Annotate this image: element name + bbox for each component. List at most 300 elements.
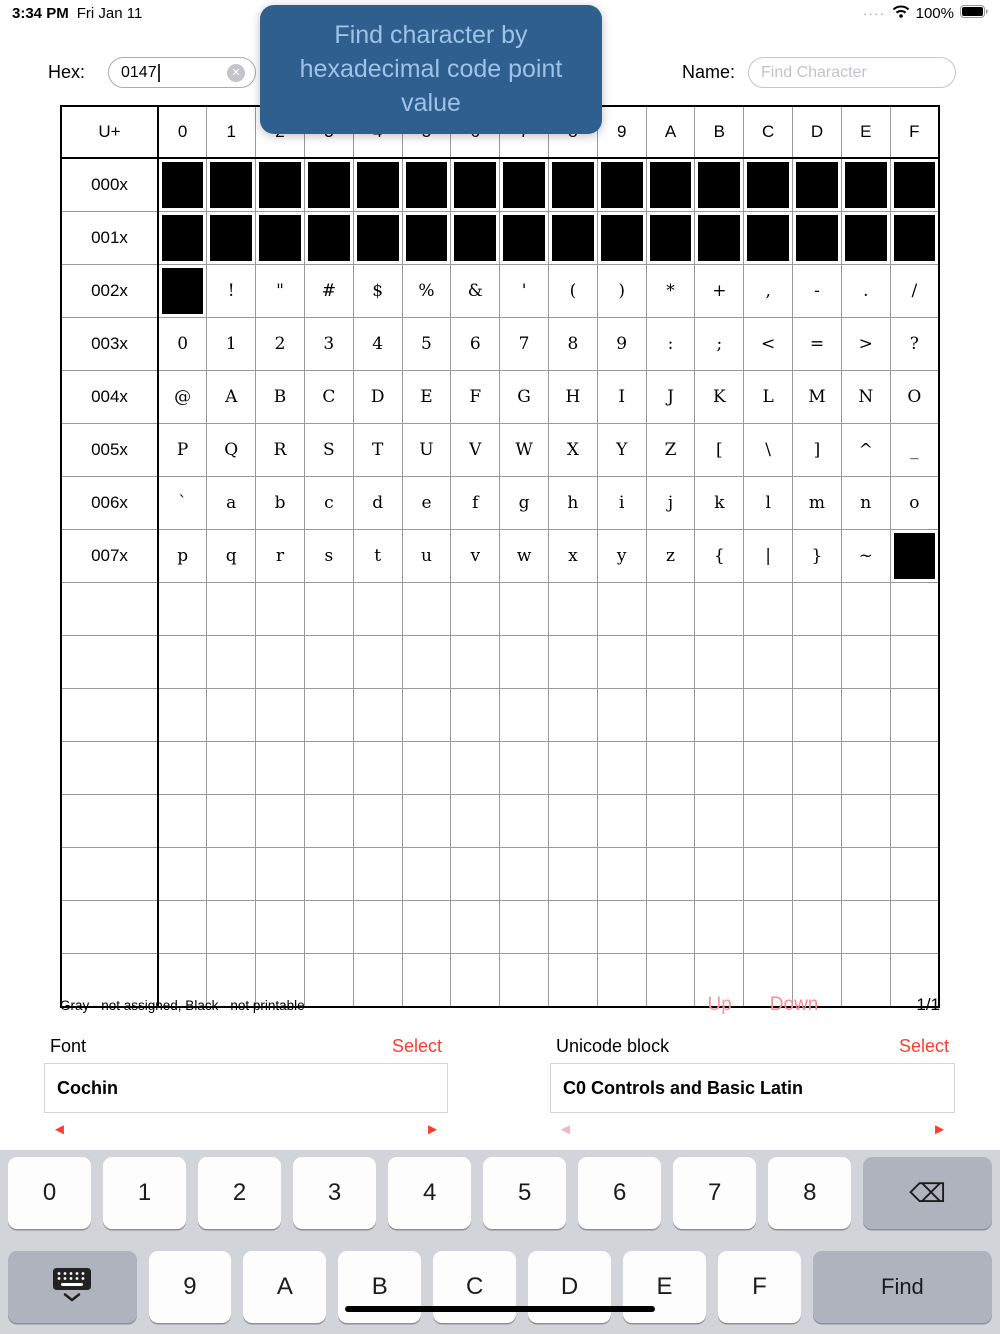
black-square	[894, 162, 935, 208]
empty-cell	[793, 795, 842, 848]
char-cell[interactable]: q	[207, 530, 256, 583]
char-cell[interactable]: *	[646, 265, 695, 318]
char-cell[interactable]: Y	[597, 424, 646, 477]
row-label	[61, 636, 158, 689]
not-printable-cell[interactable]	[841, 158, 890, 212]
char-cell[interactable]: 7	[500, 318, 549, 371]
row-label: 007x	[61, 530, 158, 583]
empty-cell	[353, 795, 402, 848]
char-cell[interactable]: =	[793, 318, 842, 371]
keyboard-dismiss-icon	[49, 1266, 95, 1309]
not-printable-cell[interactable]	[500, 212, 549, 265]
char-cell[interactable]: e	[402, 477, 451, 530]
empty-cell	[793, 848, 842, 901]
row-label	[61, 583, 158, 636]
char-cell[interactable]: x	[549, 530, 598, 583]
battery-percent: 100%	[915, 4, 954, 22]
empty-cell	[353, 636, 402, 689]
empty-cell	[256, 848, 305, 901]
empty-cell	[304, 901, 353, 954]
not-printable-cell[interactable]	[158, 212, 207, 265]
font-prev-icon[interactable]: ◄	[52, 1121, 67, 1138]
empty-cell	[695, 901, 744, 954]
char-cell[interactable]: %	[402, 265, 451, 318]
char-cell[interactable]: /	[890, 265, 939, 318]
char-cell[interactable]: j	[646, 477, 695, 530]
char-cell[interactable]: >	[841, 318, 890, 371]
block-select-button[interactable]: Select	[898, 1036, 949, 1056]
block-prev-icon[interactable]: ◄	[558, 1121, 573, 1138]
empty-cell	[890, 689, 939, 742]
table-row	[61, 212, 939, 265]
block-value-box[interactable]	[550, 1063, 955, 1113]
font-value-box[interactable]	[44, 1063, 448, 1113]
char-cell[interactable]: ?	[890, 318, 939, 371]
char-cell[interactable]: y	[597, 530, 646, 583]
black-square	[796, 162, 838, 208]
char-cell[interactable]: ~	[841, 530, 890, 583]
char-cell[interactable]: +	[695, 265, 744, 318]
empty-cell	[744, 795, 793, 848]
empty-cell	[597, 742, 646, 795]
empty-cell	[402, 848, 451, 901]
char-cell[interactable]: 1	[207, 318, 256, 371]
char-cell[interactable]: r	[256, 530, 305, 583]
table-row-empty	[61, 636, 939, 689]
not-printable-cell[interactable]	[451, 158, 500, 212]
char-cell[interactable]: ]	[793, 424, 842, 477]
black-square	[308, 215, 350, 261]
not-printable-cell[interactable]	[304, 212, 353, 265]
char-cell[interactable]: T	[353, 424, 402, 477]
empty-cell	[597, 848, 646, 901]
black-square	[162, 268, 203, 314]
empty-cell	[353, 583, 402, 636]
keyboard-row-1	[8, 1157, 992, 1229]
char-cell[interactable]: Q	[207, 424, 256, 477]
table-row-empty	[61, 583, 939, 636]
char-cell[interactable]: :	[646, 318, 695, 371]
block-picker	[550, 1036, 955, 1138]
row-label	[61, 901, 158, 954]
char-cell[interactable]: 0	[158, 318, 207, 371]
black-square	[259, 162, 301, 208]
char-cell[interactable]: $	[353, 265, 402, 318]
char-cell[interactable]: Z	[646, 424, 695, 477]
key-6[interactable]: 6	[578, 1157, 661, 1229]
tooltip-text: Find character by hexadecimal code point value	[299, 21, 563, 117]
char-cell[interactable]: F	[451, 371, 500, 424]
not-printable-cell[interactable]	[353, 158, 402, 212]
char-cell[interactable]: 4	[353, 318, 402, 371]
empty-cell	[841, 848, 890, 901]
not-printable-cell[interactable]	[549, 212, 598, 265]
char-cell[interactable]: k	[695, 477, 744, 530]
empty-cell	[597, 795, 646, 848]
black-square	[357, 215, 399, 261]
empty-cell	[158, 636, 207, 689]
not-printable-cell[interactable]	[353, 212, 402, 265]
empty-cell	[841, 795, 890, 848]
not-printable-cell[interactable]	[402, 212, 451, 265]
char-cell[interactable]: s	[304, 530, 353, 583]
key-2[interactable]: 2	[198, 1157, 281, 1229]
char-cell[interactable]: 5	[402, 318, 451, 371]
char-cell[interactable]: z	[646, 530, 695, 583]
char-cell[interactable]: p	[158, 530, 207, 583]
not-printable-cell[interactable]	[597, 158, 646, 212]
key-B[interactable]: B	[338, 1251, 421, 1323]
char-cell[interactable]: {	[695, 530, 744, 583]
black-square	[162, 162, 203, 208]
not-printable-cell[interactable]	[207, 158, 256, 212]
black-square	[845, 162, 887, 208]
find-key[interactable]: Find	[813, 1251, 992, 1323]
empty-cell	[451, 742, 500, 795]
empty-cell	[451, 795, 500, 848]
key-0[interactable]: 0	[8, 1157, 91, 1229]
row-label	[61, 742, 158, 795]
black-square	[650, 215, 692, 261]
font-select-button[interactable]: Select	[391, 1036, 442, 1056]
char-cell[interactable]: t	[353, 530, 402, 583]
key-A[interactable]: A	[243, 1251, 326, 1323]
char-cell[interactable]: d	[353, 477, 402, 530]
font-label: Font	[50, 1036, 87, 1056]
col-header-1: 1	[207, 106, 256, 158]
char-cell[interactable]: \	[744, 424, 793, 477]
cellular-signal-icon: ∙∙∙∙	[863, 5, 886, 21]
char-cell[interactable]: l	[744, 477, 793, 530]
char-cell[interactable]: |	[744, 530, 793, 583]
empty-cell	[500, 848, 549, 901]
empty-cell	[646, 901, 695, 954]
char-cell[interactable]: `	[158, 477, 207, 530]
char-cell[interactable]: L	[744, 371, 793, 424]
table-row-empty	[61, 848, 939, 901]
hex-search-tooltip	[260, 5, 602, 134]
char-cell[interactable]: A	[207, 371, 256, 424]
empty-cell	[793, 689, 842, 742]
char-cell[interactable]: _	[890, 424, 939, 477]
table-row-empty	[61, 689, 939, 742]
char-cell[interactable]: g	[500, 477, 549, 530]
empty-cell	[304, 848, 353, 901]
empty-cell	[207, 636, 256, 689]
black-square	[552, 215, 594, 261]
font-value: Cochin	[57, 1077, 118, 1098]
not-printable-cell[interactable]	[695, 212, 744, 265]
home-indicator[interactable]	[345, 1306, 655, 1312]
not-printable-cell[interactable]	[207, 212, 256, 265]
char-cell[interactable]: &	[451, 265, 500, 318]
table-row-empty	[61, 901, 939, 954]
char-cell[interactable]: f	[451, 477, 500, 530]
not-printable-cell[interactable]	[256, 158, 305, 212]
key-9[interactable]: 9	[149, 1251, 232, 1323]
row-label: 002x	[61, 265, 158, 318]
empty-cell	[646, 742, 695, 795]
empty-cell	[890, 742, 939, 795]
key-1[interactable]: 1	[103, 1157, 186, 1229]
char-cell[interactable]: u	[402, 530, 451, 583]
char-cell[interactable]: h	[549, 477, 598, 530]
char-cell[interactable]: m	[793, 477, 842, 530]
char-cell[interactable]: ^	[841, 424, 890, 477]
not-printable-cell[interactable]	[646, 212, 695, 265]
char-cell[interactable]: b	[256, 477, 305, 530]
black-square	[406, 215, 448, 261]
char-cell[interactable]: R	[256, 424, 305, 477]
not-printable-cell[interactable]	[744, 158, 793, 212]
not-printable-cell[interactable]	[793, 158, 842, 212]
char-cell[interactable]: .	[841, 265, 890, 318]
char-cell[interactable]: 2	[256, 318, 305, 371]
not-printable-cell[interactable]	[841, 212, 890, 265]
page-down-button[interactable]: Down	[769, 994, 819, 1015]
char-cell[interactable]: O	[890, 371, 939, 424]
char-cell[interactable]: D	[353, 371, 402, 424]
char-cell[interactable]: V	[451, 424, 500, 477]
table-row	[61, 265, 939, 318]
key-E[interactable]: E	[623, 1251, 706, 1323]
clear-icon[interactable]: ✕	[227, 64, 245, 82]
status-left	[12, 5, 142, 22]
char-cell[interactable]: )	[597, 265, 646, 318]
key-4[interactable]: 4	[388, 1157, 471, 1229]
key-D[interactable]: D	[528, 1251, 611, 1323]
not-printable-cell[interactable]	[158, 158, 207, 212]
empty-cell	[646, 583, 695, 636]
block-next-icon[interactable]: ►	[932, 1121, 947, 1138]
black-square	[698, 215, 740, 261]
empty-cell	[841, 689, 890, 742]
empty-cell	[256, 689, 305, 742]
corner-header: U+	[61, 106, 158, 158]
key-5[interactable]: 5	[483, 1157, 566, 1229]
empty-cell	[646, 689, 695, 742]
key-8[interactable]: 8	[768, 1157, 851, 1229]
hex-input[interactable]	[108, 57, 256, 88]
not-printable-cell[interactable]	[646, 158, 695, 212]
char-cell[interactable]: 6	[451, 318, 500, 371]
keyboard-row-2	[8, 1251, 992, 1323]
empty-cell	[451, 901, 500, 954]
name-input[interactable]	[748, 57, 956, 88]
char-cell[interactable]: @	[158, 371, 207, 424]
black-square	[210, 162, 252, 208]
char-cell[interactable]: C	[304, 371, 353, 424]
char-cell[interactable]: G	[500, 371, 549, 424]
row-label: 003x	[61, 318, 158, 371]
char-cell[interactable]: X	[549, 424, 598, 477]
not-printable-cell[interactable]	[890, 158, 939, 212]
empty-cell	[402, 795, 451, 848]
not-printable-cell[interactable]	[304, 158, 353, 212]
empty-cell	[353, 689, 402, 742]
key-C[interactable]: C	[433, 1251, 516, 1323]
black-square	[747, 215, 789, 261]
empty-cell	[402, 636, 451, 689]
row-label: 000x	[61, 158, 158, 212]
empty-cell	[646, 636, 695, 689]
char-cell[interactable]: S	[304, 424, 353, 477]
backspace-key[interactable]	[863, 1157, 992, 1229]
char-cell[interactable]: 8	[549, 318, 598, 371]
name-label: Name:	[682, 62, 736, 82]
empty-cell	[158, 848, 207, 901]
empty-cell	[597, 901, 646, 954]
char-cell[interactable]: 9	[597, 318, 646, 371]
char-cell[interactable]: ,	[744, 265, 793, 318]
row-label	[61, 689, 158, 742]
empty-cell	[451, 689, 500, 742]
char-cell[interactable]: B	[256, 371, 305, 424]
empty-cell	[890, 636, 939, 689]
table-row-empty	[61, 742, 939, 795]
hex-value: 0147	[121, 63, 157, 81]
char-cell[interactable]: [	[695, 424, 744, 477]
empty-cell	[744, 901, 793, 954]
page-up-button[interactable]: Up	[707, 994, 732, 1015]
black-square	[503, 162, 545, 208]
empty-cell	[890, 848, 939, 901]
not-printable-cell[interactable]	[744, 212, 793, 265]
not-printable-cell[interactable]	[549, 158, 598, 212]
char-cell[interactable]: "	[256, 265, 305, 318]
black-square	[894, 533, 935, 579]
col-header-0: 0	[158, 106, 207, 158]
empty-cell	[353, 742, 402, 795]
char-cell[interactable]: c	[304, 477, 353, 530]
not-printable-cell[interactable]	[695, 158, 744, 212]
black-square	[162, 215, 203, 261]
char-cell[interactable]: U	[402, 424, 451, 477]
empty-cell	[158, 689, 207, 742]
char-cell[interactable]: o	[890, 477, 939, 530]
empty-cell	[695, 795, 744, 848]
char-cell[interactable]: N	[841, 371, 890, 424]
empty-cell	[597, 636, 646, 689]
table-footer	[60, 994, 940, 1016]
col-header-9: 9	[597, 106, 646, 158]
row-label: 001x	[61, 212, 158, 265]
char-cell[interactable]: ;	[695, 318, 744, 371]
char-cell[interactable]: }	[793, 530, 842, 583]
char-cell[interactable]: w	[500, 530, 549, 583]
black-square	[210, 215, 252, 261]
not-printable-cell[interactable]	[597, 212, 646, 265]
empty-cell	[597, 689, 646, 742]
not-printable-cell[interactable]	[451, 212, 500, 265]
char-cell[interactable]: #	[304, 265, 353, 318]
black-square	[601, 162, 643, 208]
empty-cell	[549, 901, 598, 954]
char-cell[interactable]: H	[549, 371, 598, 424]
char-cell[interactable]: E	[402, 371, 451, 424]
row-label	[61, 848, 158, 901]
not-printable-cell[interactable]	[500, 158, 549, 212]
black-square	[845, 215, 887, 261]
empty-cell	[500, 636, 549, 689]
empty-cell	[695, 636, 744, 689]
char-cell[interactable]: i	[597, 477, 646, 530]
char-cell[interactable]: P	[158, 424, 207, 477]
empty-cell	[793, 742, 842, 795]
black-square	[308, 162, 350, 208]
char-cell[interactable]: M	[793, 371, 842, 424]
black-square	[454, 215, 496, 261]
empty-cell	[158, 901, 207, 954]
char-cell[interactable]: I	[597, 371, 646, 424]
key-F[interactable]: F	[718, 1251, 801, 1323]
not-printable-cell[interactable]	[158, 265, 207, 318]
empty-cell	[304, 795, 353, 848]
not-printable-cell[interactable]	[402, 158, 451, 212]
page-indicator: 1/1	[916, 995, 940, 1014]
not-printable-cell[interactable]	[256, 212, 305, 265]
char-cell[interactable]: a	[207, 477, 256, 530]
char-cell[interactable]: W	[500, 424, 549, 477]
char-cell[interactable]: (	[549, 265, 598, 318]
key-3[interactable]: 3	[293, 1157, 376, 1229]
char-cell[interactable]: !	[207, 265, 256, 318]
char-cell[interactable]: <	[744, 318, 793, 371]
empty-cell	[207, 689, 256, 742]
font-next-icon[interactable]: ►	[425, 1121, 440, 1138]
empty-cell	[451, 848, 500, 901]
black-square	[747, 162, 789, 208]
empty-cell	[500, 901, 549, 954]
not-printable-cell[interactable]	[890, 212, 939, 265]
row-label: 006x	[61, 477, 158, 530]
char-cell[interactable]: -	[793, 265, 842, 318]
char-cell[interactable]: K	[695, 371, 744, 424]
not-printable-cell[interactable]	[793, 212, 842, 265]
col-header-B: B	[695, 106, 744, 158]
keyboard-dismiss-key[interactable]	[8, 1251, 137, 1323]
empty-cell	[207, 583, 256, 636]
hex-label: Hex:	[48, 62, 86, 82]
empty-cell	[890, 901, 939, 954]
char-cell[interactable]: v	[451, 530, 500, 583]
empty-cell	[158, 795, 207, 848]
empty-cell	[207, 848, 256, 901]
black-square	[406, 162, 448, 208]
empty-cell	[451, 636, 500, 689]
text-caret	[158, 64, 160, 82]
table-row	[61, 424, 939, 477]
table-row	[61, 530, 939, 583]
empty-cell	[402, 742, 451, 795]
backspace-icon: ⌫	[909, 1177, 947, 1208]
char-cell[interactable]: n	[841, 477, 890, 530]
key-7[interactable]: 7	[673, 1157, 756, 1229]
empty-cell	[500, 795, 549, 848]
table-row-empty	[61, 795, 939, 848]
empty-cell	[890, 583, 939, 636]
char-cell[interactable]: 3	[304, 318, 353, 371]
not-printable-cell[interactable]	[890, 530, 939, 583]
empty-cell	[402, 583, 451, 636]
empty-cell	[597, 583, 646, 636]
empty-cell	[549, 795, 598, 848]
empty-cell	[256, 636, 305, 689]
clock: 3:34 PM	[12, 4, 69, 22]
char-cell[interactable]: '	[500, 265, 549, 318]
char-cell[interactable]: J	[646, 371, 695, 424]
empty-cell	[207, 901, 256, 954]
